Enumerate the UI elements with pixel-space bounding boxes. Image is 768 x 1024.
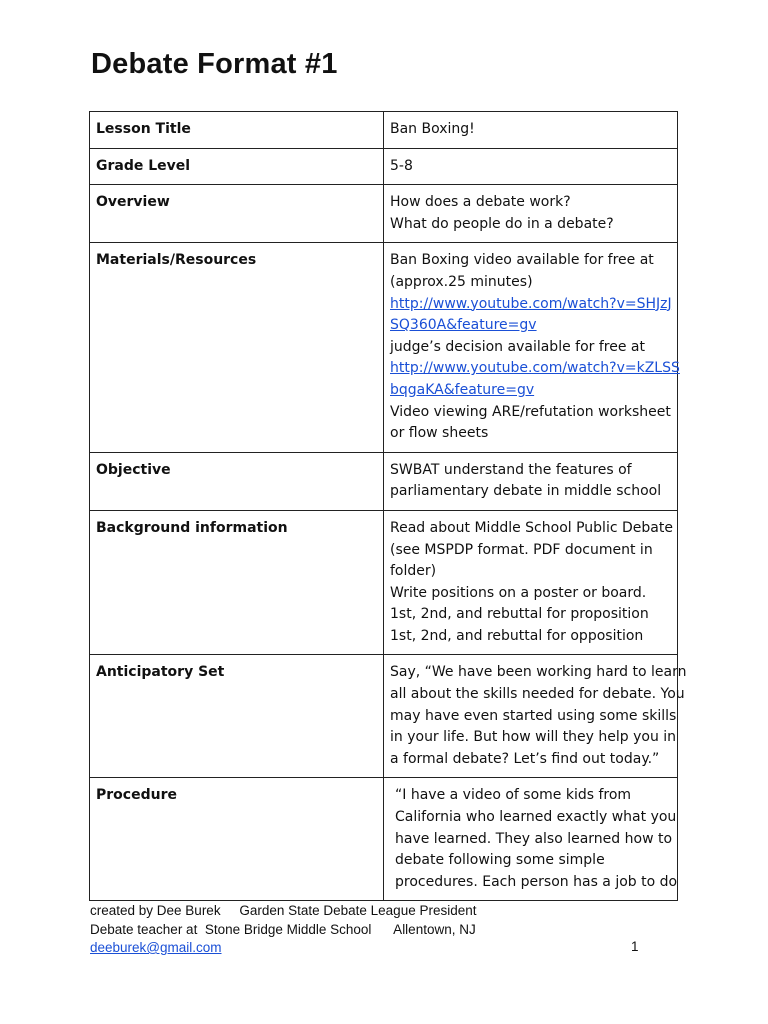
text-line: folder) <box>390 563 437 580</box>
row-value-anticipatory-set <box>384 655 687 778</box>
footer-author-line: created by Dee Burek Garden State Debate League President <box>90 903 477 918</box>
table-row <box>90 655 678 778</box>
row-label-background: Background information <box>90 510 384 655</box>
text-line: 1st, 2nd, and rebuttal for proposition <box>390 606 649 623</box>
text-line: in your life. But how will they help you in <box>390 729 677 746</box>
row-label-lesson-title: Lesson Title <box>90 112 384 149</box>
video-link-part-1[interactable]: http://www.youtube.com/watch?v=SHJzJ <box>390 295 672 312</box>
page-footer <box>90 902 477 958</box>
text-line: (see MSPDP format. PDF document in <box>390 541 653 558</box>
row-value-lesson-title <box>384 112 678 149</box>
row-value-materials <box>384 243 678 452</box>
row-value-objective <box>384 452 678 510</box>
row-value-grade-level <box>384 148 678 185</box>
judge-decision-link-part-2[interactable]: bqgaKA&feature=gv <box>390 381 535 398</box>
page-number: 1 <box>631 939 639 954</box>
text-line: 5-8 <box>390 157 413 174</box>
text-line: a formal debate? Let’s find out today.” <box>390 750 660 767</box>
text-line: (approx.25 minutes) <box>390 273 533 290</box>
table-row <box>90 148 678 185</box>
text-line: all about the skills needed for debate. You <box>390 686 685 703</box>
text-line: SWBAT understand the features of <box>390 461 632 478</box>
page-title: Debate Format #1 <box>91 48 338 80</box>
text-line: have learned. They also learned how to <box>395 830 673 847</box>
text-line: may have even started using some skills <box>390 707 677 724</box>
video-link-part-2[interactable]: SQ360A&feature=gv <box>390 317 537 334</box>
text-line: Ban Boxing video available for free at <box>390 252 654 269</box>
text-line: Read about Middle School Public Debate <box>390 519 673 536</box>
email-link[interactable]: deeburek@gmail.com <box>90 940 222 955</box>
text-line: 1st, 2nd, and rebuttal for opposition <box>390 627 644 644</box>
table-row <box>90 185 678 243</box>
judge-decision-link-part-1[interactable]: http://www.youtube.com/watch?v=kZLSS <box>390 360 680 377</box>
row-value-overview <box>384 185 678 243</box>
table-row <box>90 112 678 149</box>
row-label-materials: Materials/Resources <box>90 243 384 452</box>
text-line: “I have a video of some kids from <box>395 787 632 804</box>
text-line: Write positions on a poster or board. <box>390 584 647 601</box>
text-line: How does a debate work? <box>390 194 571 211</box>
row-value-procedure <box>384 778 678 901</box>
row-label-procedure: Procedure <box>90 778 384 901</box>
text-line: or flow sheets <box>390 425 489 442</box>
row-label-objective: Objective <box>90 452 384 510</box>
table-row <box>90 778 678 901</box>
table-row <box>90 243 678 452</box>
lesson-plan-table <box>89 111 687 901</box>
text-line: debate following some simple <box>395 852 605 869</box>
text-line: Say, “We have been working hard to learn <box>390 664 687 681</box>
row-label-overview: Overview <box>90 185 384 243</box>
text-line: Video viewing ARE/refutation worksheet <box>390 403 671 420</box>
text-line: parliamentary debate in middle school <box>390 483 662 500</box>
footer-school-line: Debate teacher at Stone Bridge Middle School Allentown, NJ <box>90 921 476 937</box>
table-row <box>90 510 678 655</box>
text-line: California who learned exactly what you <box>395 809 677 826</box>
text-line: judge’s decision available for free at <box>390 338 645 355</box>
text-line: Ban Boxing! <box>390 121 475 137</box>
table-row <box>90 452 678 510</box>
text-line: What do people do in a debate? <box>390 215 614 232</box>
row-label-anticipatory-set: Anticipatory Set <box>90 655 384 778</box>
row-label-grade-level: Grade Level <box>90 148 384 185</box>
row-value-background <box>384 510 678 655</box>
text-line: procedures. Each person has a job to do <box>395 873 678 890</box>
